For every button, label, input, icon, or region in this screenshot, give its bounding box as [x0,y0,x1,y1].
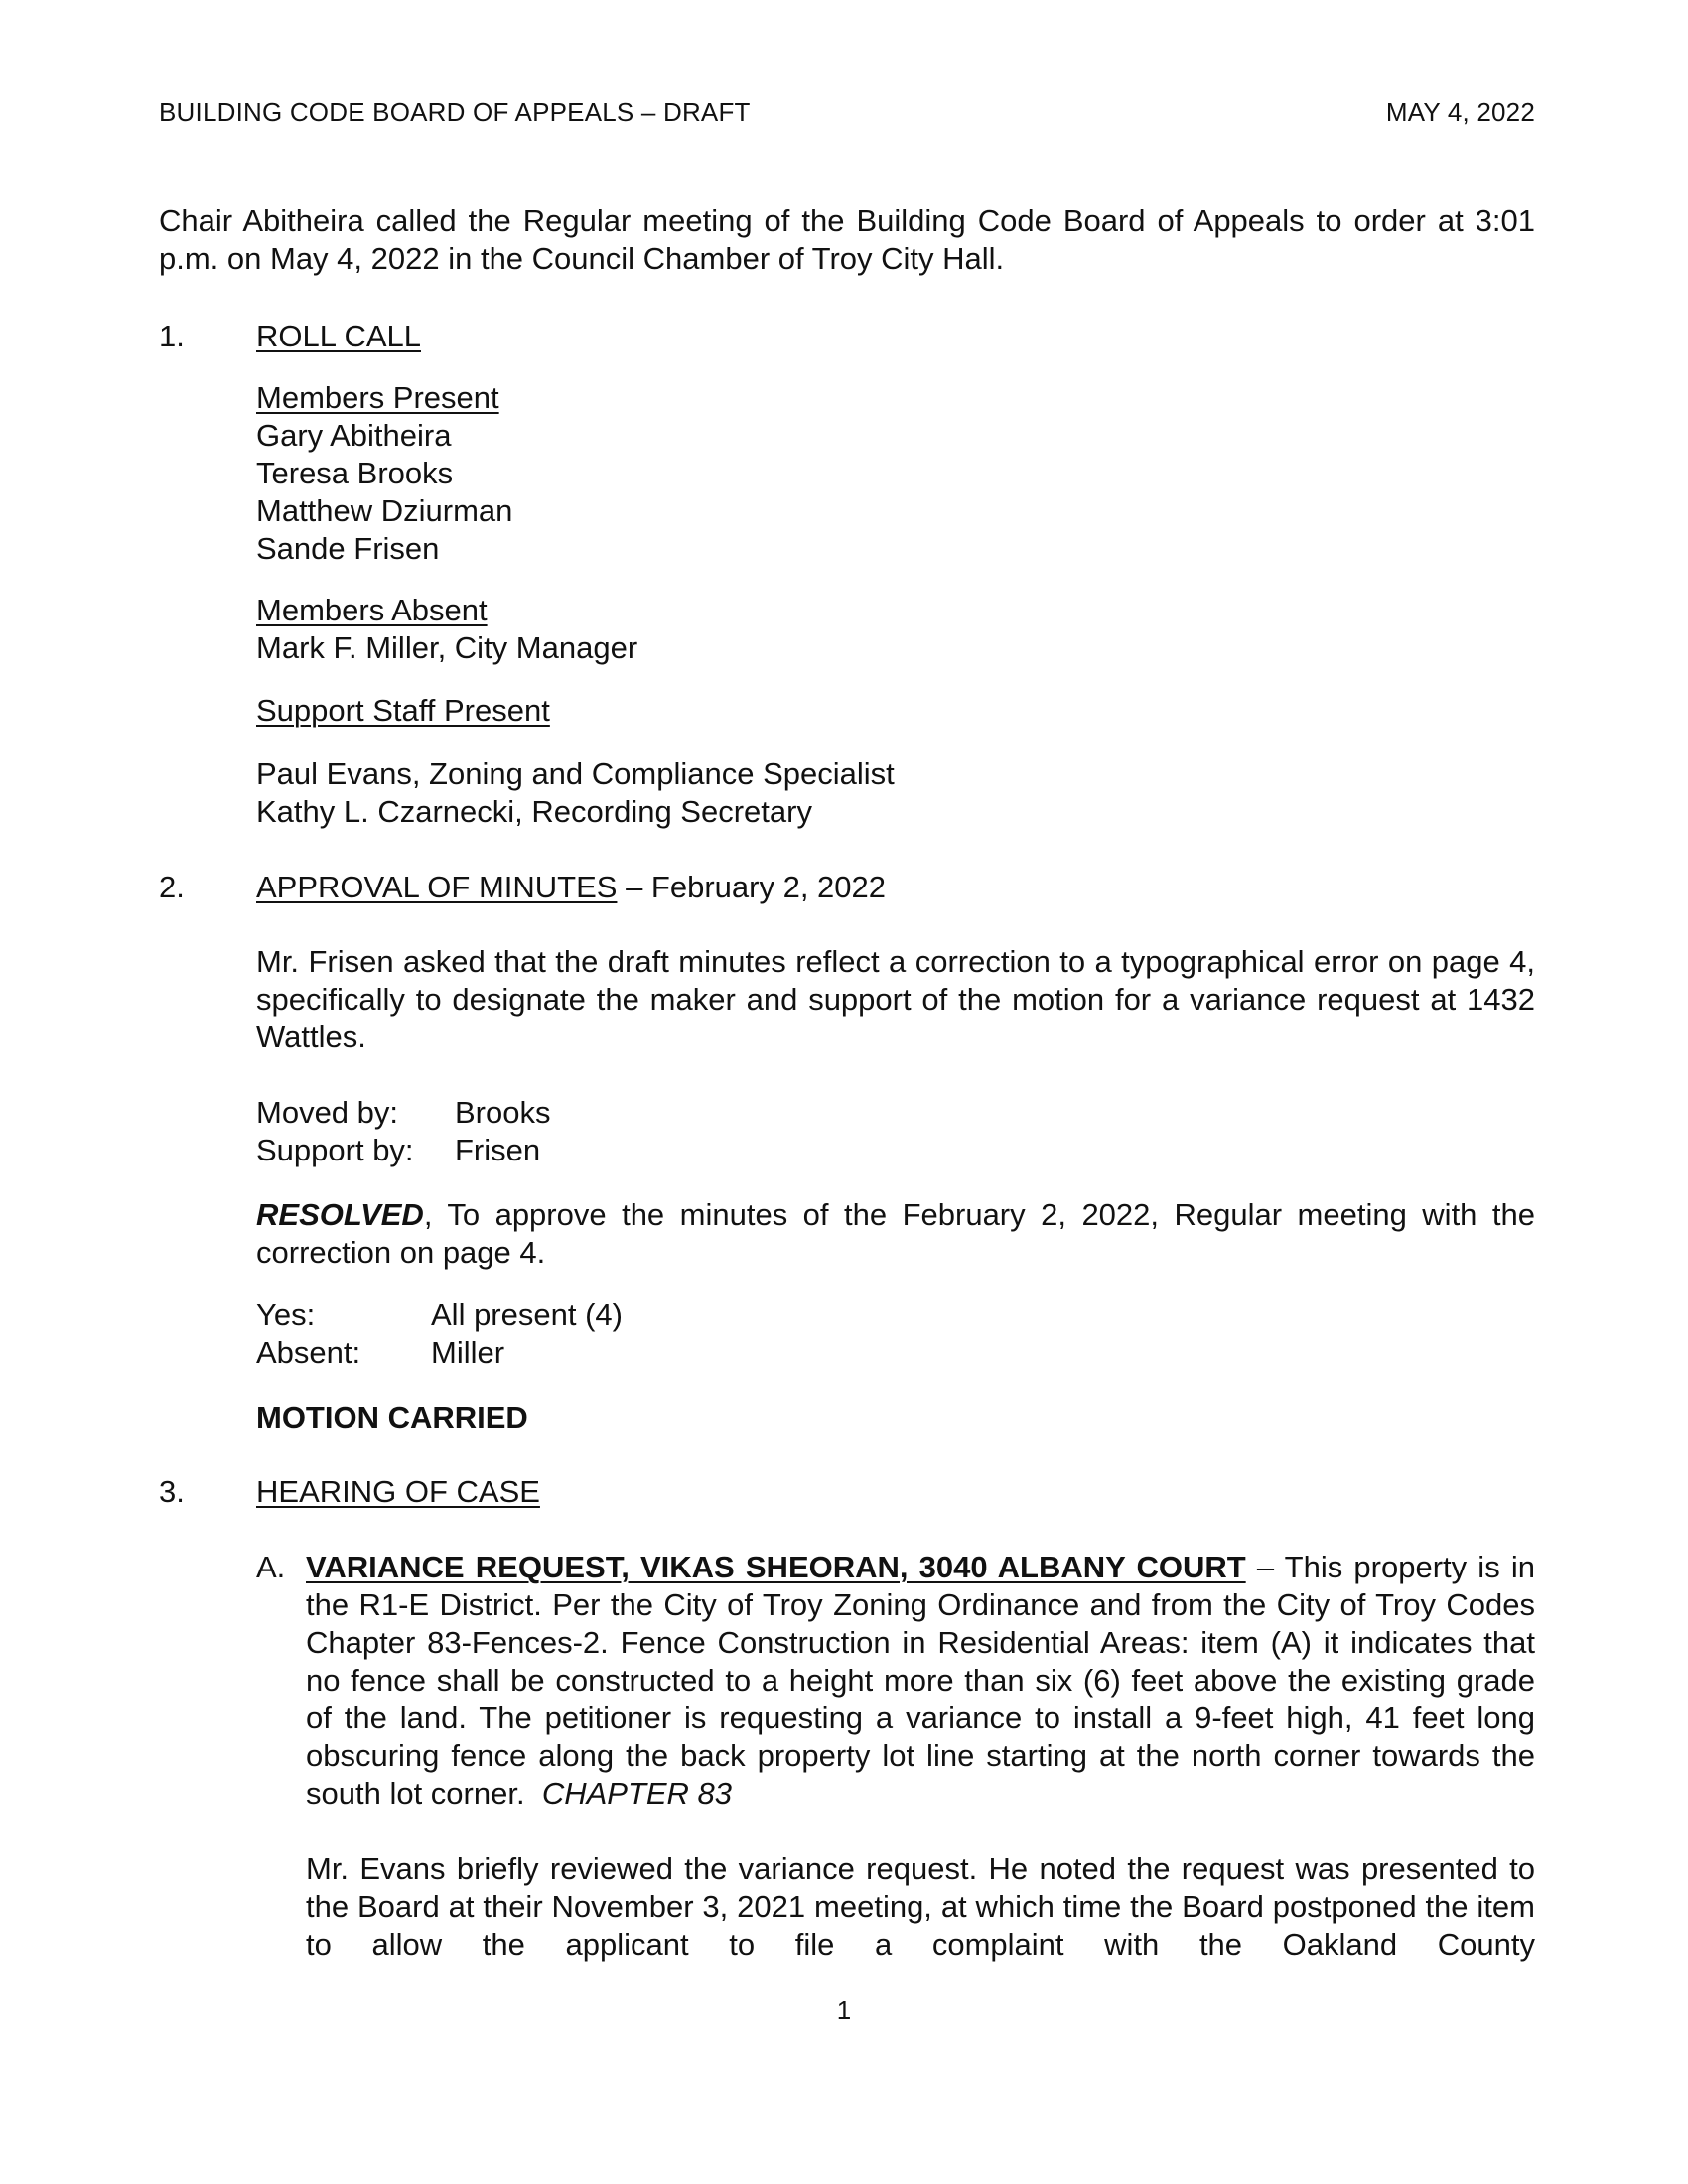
moved-by-label: Moved by: [256,1095,399,1130]
case-review-paragraph: Mr. Evans briefly reviewed the variance request. He noted the request was presented to the Board at their November 3, 2021 meeting, at which time the Board postponed the item to allow the applicant to file a complaint with the Oakland County [306,1851,1535,1962]
section-title-hearing: HEARING OF CASE [256,1474,540,1509]
vote-absent-value: Miller [431,1335,505,1370]
case-item-text: – This property is in the R1-E District. Per the City of Troy Zoning Ordinance and from the City of Troy Codes Chapter 83-Fences-2. Fence Construction in Residential Areas: item (A) it indicates that no fence shall be constructed to a height more than six (6) feet above the existing grade of the land. The petitioner is requesting a variance to install a 9-feet high, 41 feet long obscuring fence along the back property lot line starting at the north corner towards the south lot corner. [306,1550,1535,1811]
resolution-paragraph [256,1196,1535,1272]
vote-yes-label: Yes: [256,1297,316,1332]
moved-by-value: Brooks [455,1095,551,1130]
support-by-value: Frisen [455,1133,541,1167]
support-staff-heading: Support Staff Present [256,693,550,728]
vote-tally [256,1297,623,1372]
case-item-title: VARIANCE REQUEST, VIKAS SHEORAN, 3040 ALBANY COURT [306,1550,1246,1584]
motion-carried: MOTION CARRIED [256,1400,528,1434]
member-present: Sande Frisen [256,531,440,566]
staff-member: Paul Evans, Zoning and Compliance Specialist [256,756,895,791]
intro-paragraph: Chair Abitheira called the Regular meeting of the Building Code Board of Appeals to order at 3:01 p.m. on May 4, 2022 in the Council Chamber of Troy City Hall. [159,204,1535,276]
section-number-minutes: 2. [159,870,185,904]
section-title-minutes: APPROVAL OF MINUTES [256,870,618,904]
member-absent: Mark F. Miller, City Manager [256,630,638,665]
members-present-heading: Members Present [256,380,499,415]
running-header [159,97,1535,128]
member-present: Gary Abitheira [256,418,452,453]
support-by-label: Support by: [256,1133,414,1167]
members-absent-block [256,592,637,667]
case-item-chapter: CHAPTER 83 [541,1776,733,1811]
members-absent-heading: Members Absent [256,593,488,627]
members-present-block [256,379,512,568]
case-item-letter: A. [256,1550,286,1584]
section-title-minutes-line [256,869,886,906]
section-title-roll-call: ROLL CALL [256,319,421,353]
minutes-paragraph: Mr. Frisen asked that the draft minutes reflect a correction to a typographical error on page 4, specifically to designate the maker and support of the motion for a variance request at 1432 Wattles. [256,944,1535,1054]
section-title-minutes-date: – February 2, 2022 [617,870,887,904]
support-staff-block [256,755,895,831]
motion-makers [256,1094,550,1169]
header-title: BUILDING CODE BOARD OF APPEALS – DRAFT [159,97,751,127]
vote-absent-label: Absent: [256,1335,361,1370]
member-present: Matthew Dziurman [256,493,513,528]
member-present: Teresa Brooks [256,456,454,490]
section-number-hearing: 3. [159,1474,185,1509]
resolved-text: , To approve the minutes of the February 2, 2022, Regular meeting with the correction on page 4. [256,1197,1535,1270]
section-number-roll-call: 1. [159,319,185,353]
page-number: 1 [836,1995,852,2025]
header-date: MAY 4, 2022 [1385,97,1535,127]
case-item-description [306,1549,1535,1813]
resolved-keyword: RESOLVED [256,1197,424,1232]
vote-yes-value: All present (4) [431,1297,623,1332]
staff-member: Kathy L. Czarnecki, Recording Secretary [256,794,812,829]
